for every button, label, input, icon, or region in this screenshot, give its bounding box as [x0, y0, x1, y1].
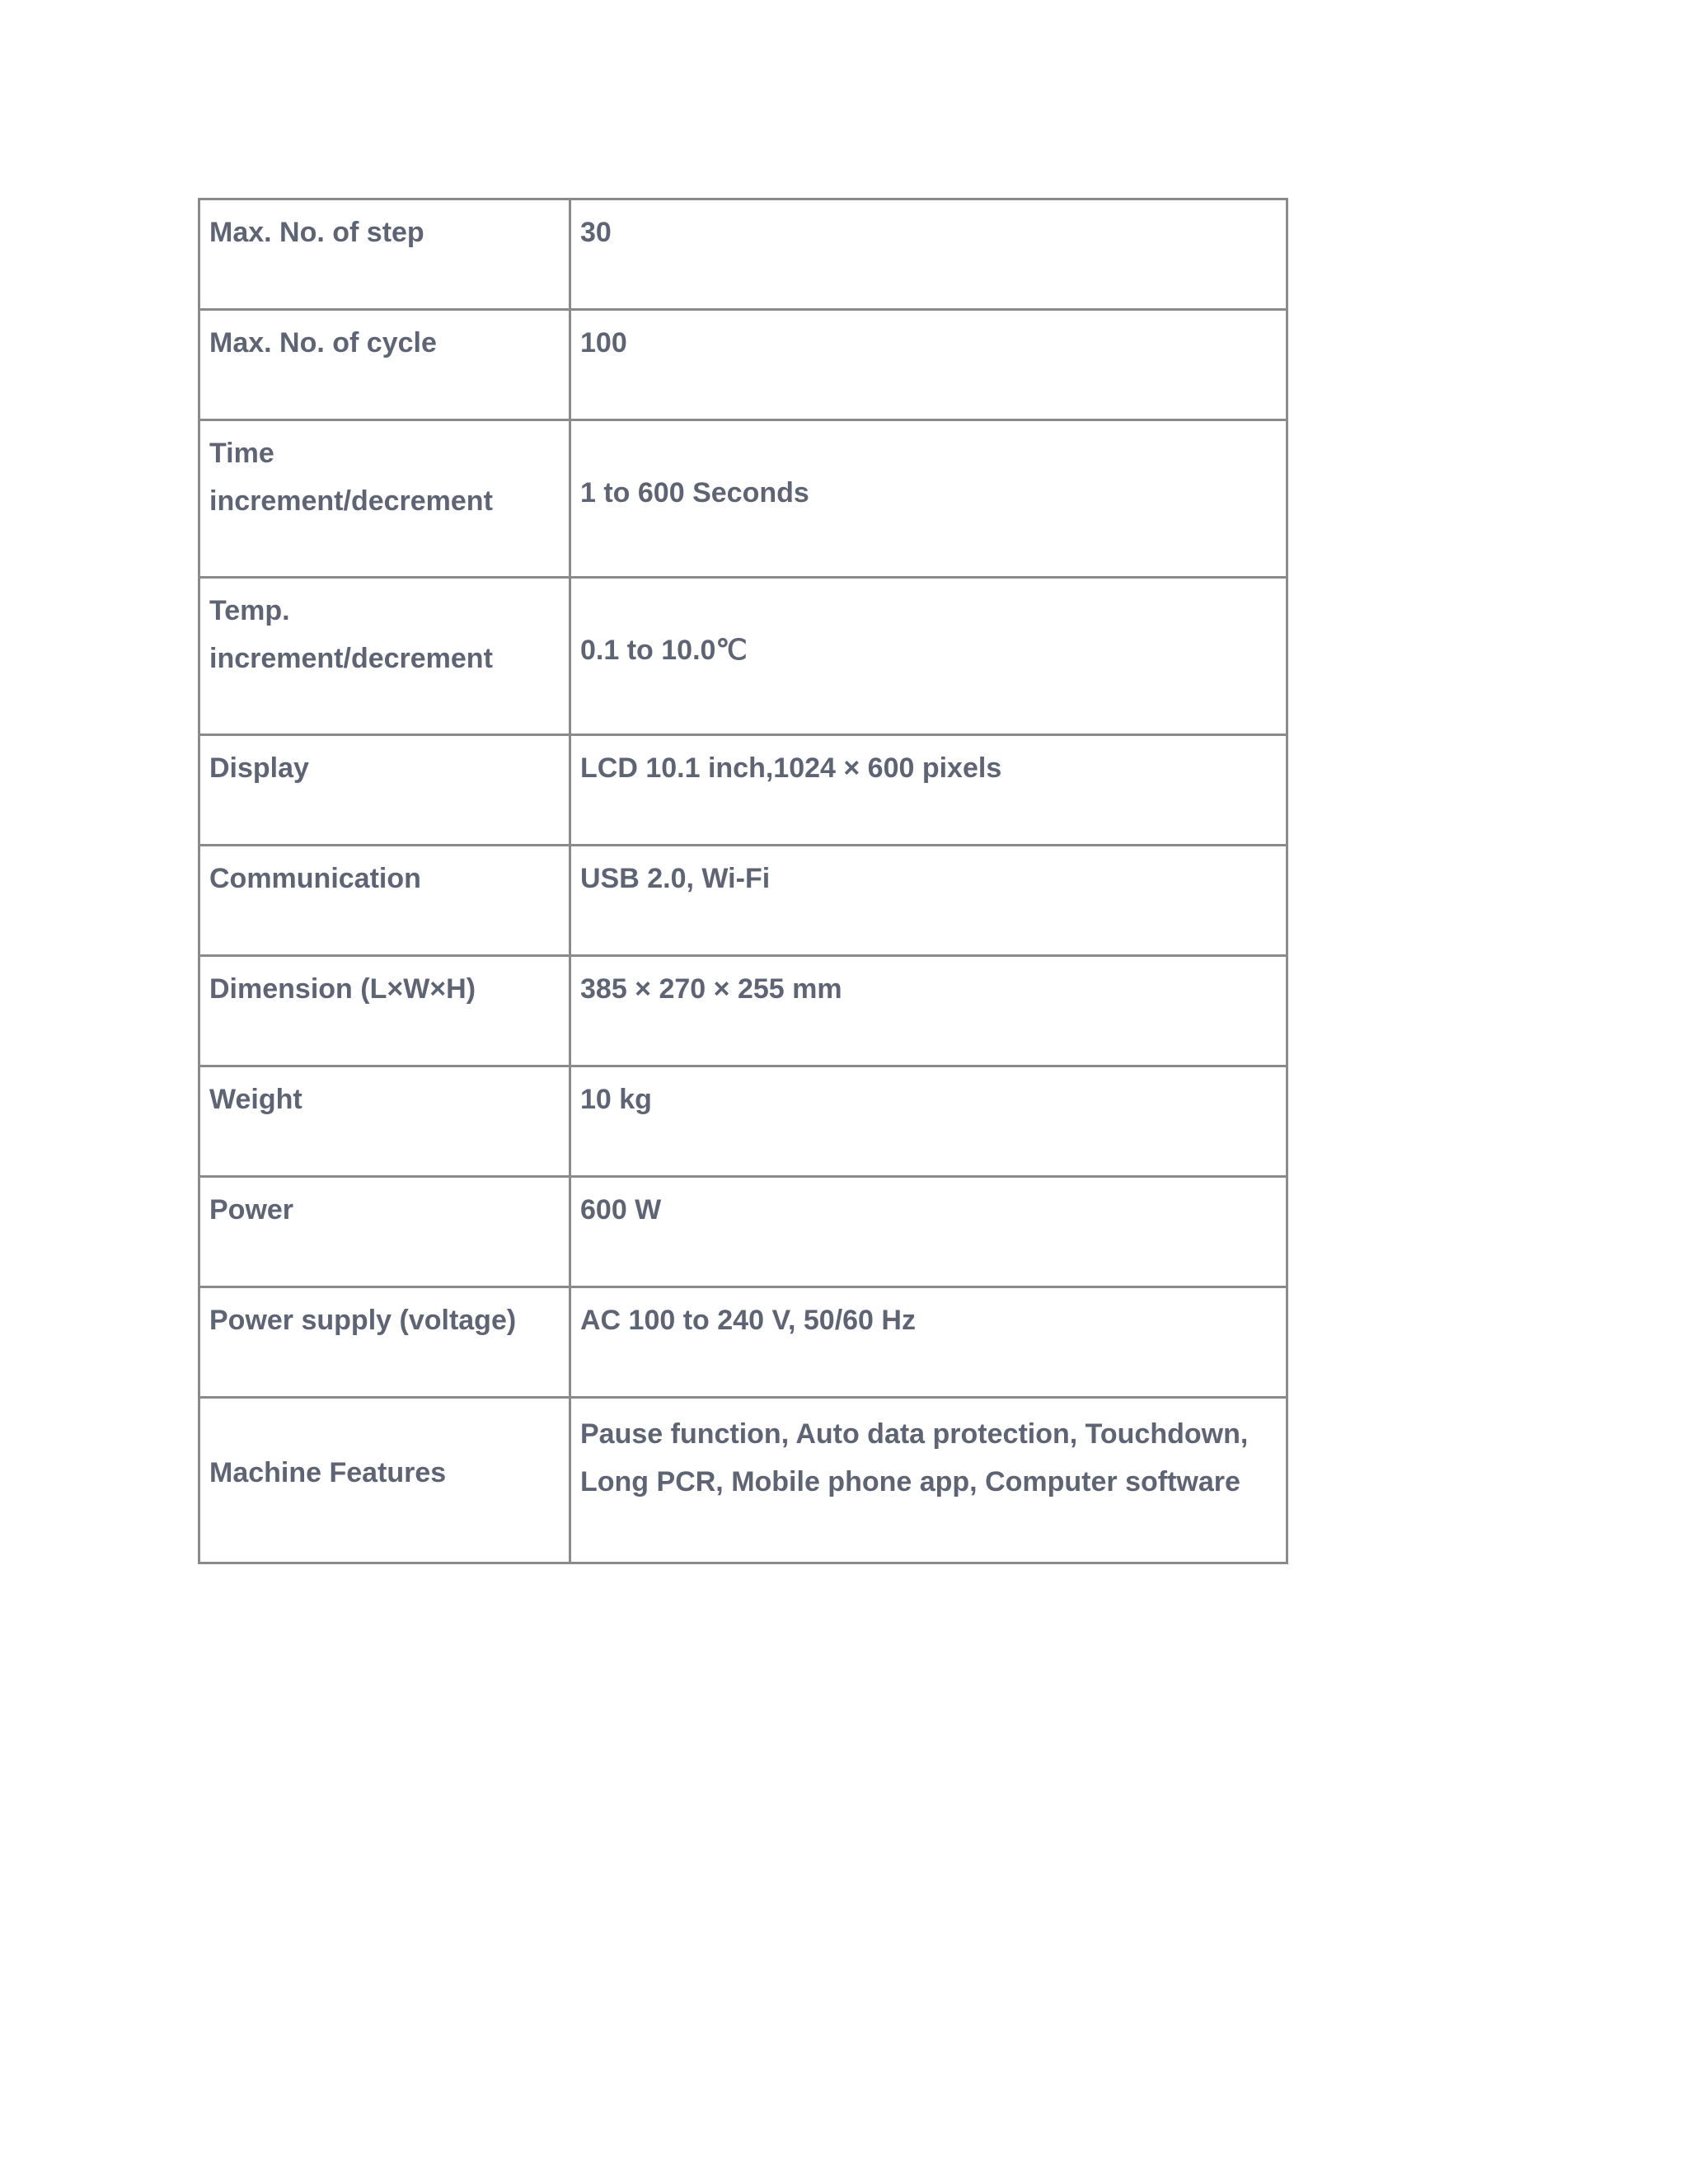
table-row [199, 846, 1287, 956]
row-label: Dimension (L×W×H) [199, 956, 570, 1066]
row-value: 1 to 600 Seconds [570, 420, 1287, 578]
row-label: Communication [199, 846, 570, 956]
spec-table [198, 198, 1288, 1564]
table-row [199, 420, 1287, 578]
row-value: 385 × 270 × 255 mm [570, 956, 1287, 1066]
row-value: LCD 10.1 inch,1024 × 600 pixels [570, 735, 1287, 846]
row-label: Display [199, 735, 570, 846]
row-label: Power [199, 1177, 570, 1287]
row-value: 100 [570, 310, 1287, 420]
table-row [199, 956, 1287, 1066]
row-label: Machine Features [199, 1398, 570, 1563]
row-label: Time increment/decrement [199, 420, 570, 578]
row-value: 600 W [570, 1177, 1287, 1287]
table-row [199, 578, 1287, 735]
row-label: Max. No. of cycle [199, 310, 570, 420]
row-value: AC 100 to 240 V, 50/60 Hz [570, 1287, 1287, 1398]
row-value: 0.1 to 10.0℃ [570, 578, 1287, 735]
row-label: Max. No. of step [199, 199, 570, 310]
row-label: Weight [199, 1066, 570, 1177]
table-row [199, 1287, 1287, 1398]
table-row [199, 1066, 1287, 1177]
table-row [199, 310, 1287, 420]
row-value: 10 kg [570, 1066, 1287, 1177]
table-row [199, 199, 1287, 310]
table-row [199, 735, 1287, 846]
table-row [199, 1177, 1287, 1287]
row-value: USB 2.0, Wi-Fi [570, 846, 1287, 956]
table-row [199, 1398, 1287, 1563]
row-label: Power supply (voltage) [199, 1287, 570, 1398]
row-label: Temp. increment/decrement [199, 578, 570, 735]
row-value: 30 [570, 199, 1287, 310]
row-value: Pause function, Auto data protection, Touchdown, Long PCR, Mobile phone app, Computer software [570, 1398, 1287, 1563]
